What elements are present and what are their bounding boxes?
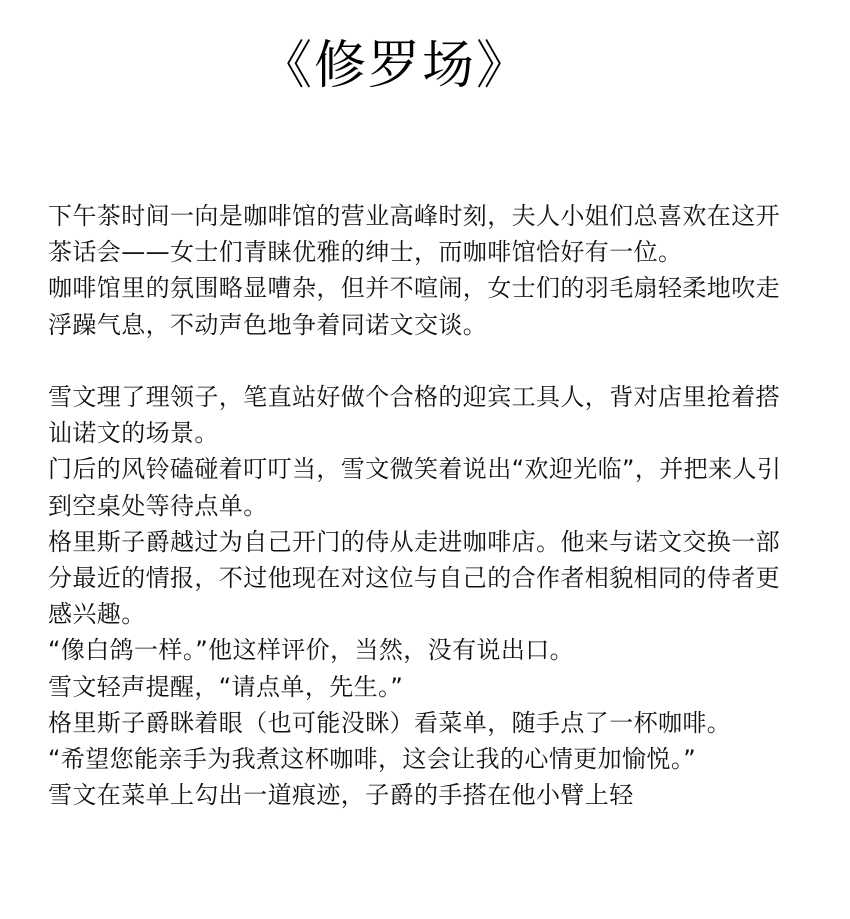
- document-body: [48, 198, 788, 813]
- paragraph: 下午茶时间一向是咖啡馆的营业高峰时刻，夫人小姐们总喜欢在这开茶话会——女士们青睐优雅的绅士，而咖啡馆恰好有一位。: [48, 202, 780, 267]
- paragraph: 雪文轻声提醒，“请点单，先生。”: [48, 672, 404, 701]
- paragraph: 雪文理了理领子，笔直站好做个合格的迎宾工具人，背对店里抢着搭讪诺文的场景。: [48, 383, 780, 448]
- paragraph: 咖啡馆里的氛围略显嘈杂，但并不喧闹，女士们的羽毛扇轻柔地吹走浮躁气息，不动声色地争着同诺文交谈。: [48, 274, 780, 339]
- paragraph: “希望您能亲手为我煮这杯咖啡，这会让我的心情更加愉悦。”: [48, 745, 697, 774]
- paragraph: 格里斯子爵越过为自己开门的侍从走进咖啡店。他来与诺文交换一部分最近的情报，不过他现在对这位与自己的合作者相貌相同的侍者更感兴趣。: [48, 527, 780, 629]
- paragraph: 门后的风铃磕碰着叮叮当，雪文微笑着说出“欢迎光临”，并把来人引到空桌处等待点单。: [48, 455, 782, 520]
- paragraph-spacer: [48, 343, 788, 379]
- document-title: 《修罗场》: [259, 36, 530, 96]
- paragraph: 雪文在菜单上勾出一道痕迹，子爵的手搭在他小臂上轻: [48, 781, 634, 810]
- paragraph: “像白鸽一样。”他这样评价，当然，没有说出口。: [48, 636, 575, 665]
- paragraph: 格里斯子爵眯着眼（也可能没眯）看菜单，随手点了一杯咖啡。: [48, 708, 732, 737]
